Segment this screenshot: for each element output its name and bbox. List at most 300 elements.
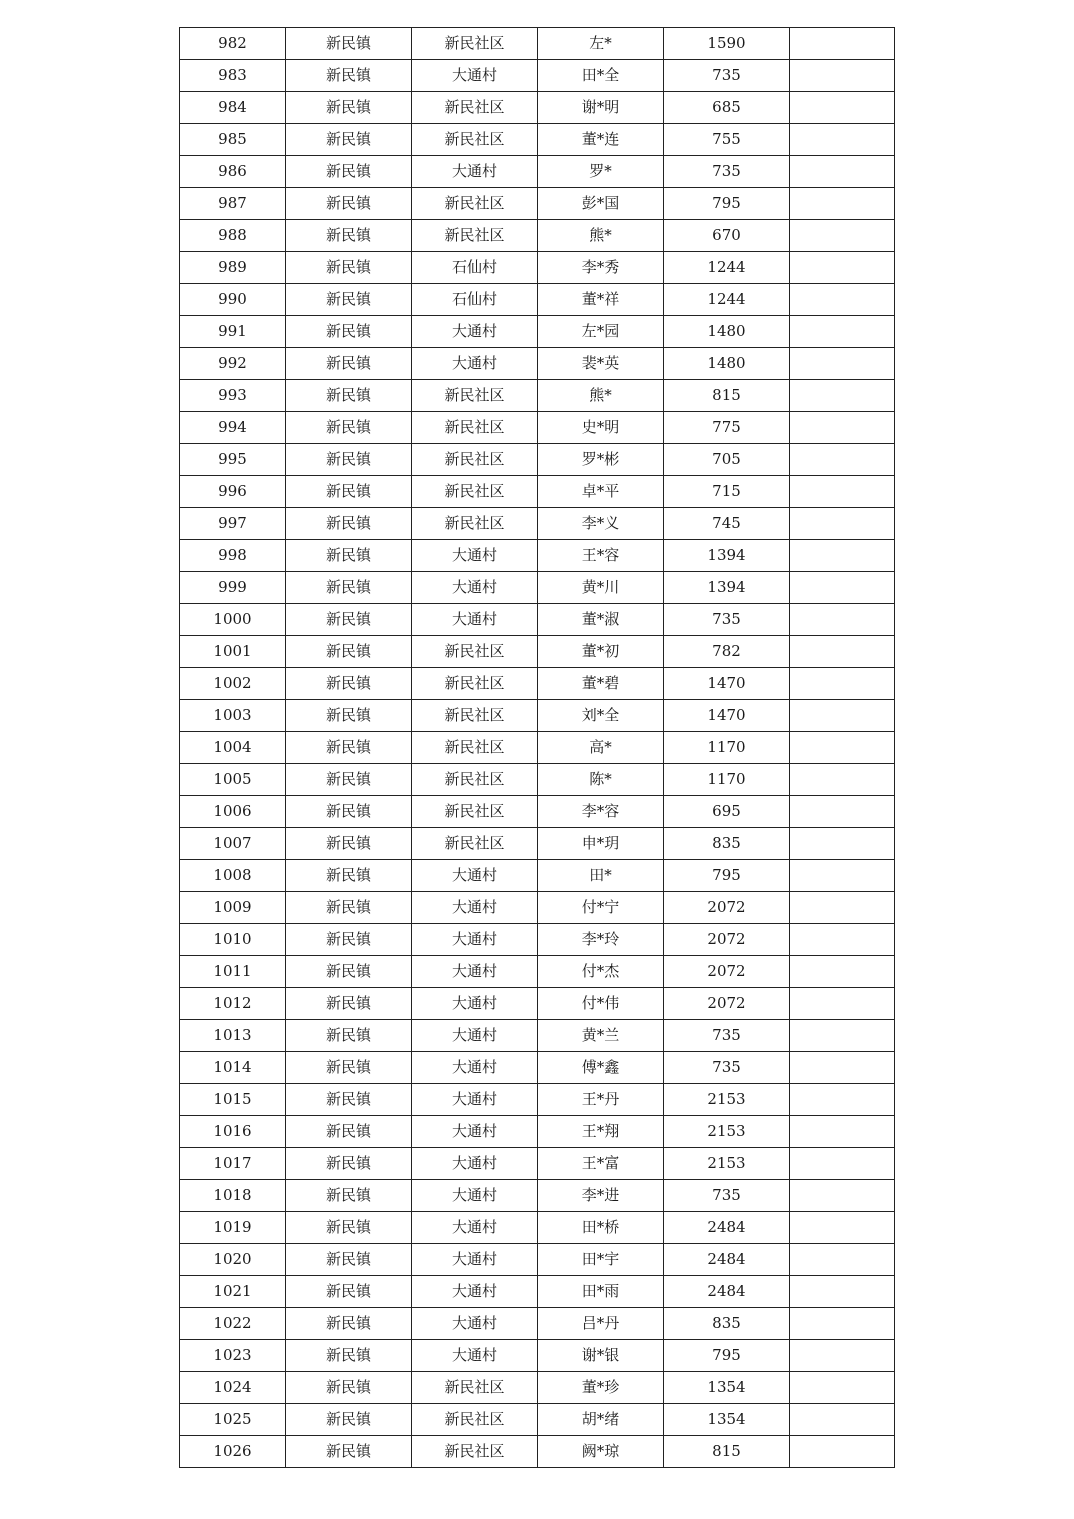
table-row	[180, 604, 895, 636]
note-cell	[790, 956, 895, 988]
village-cell: 大通村	[412, 924, 538, 956]
amount-cell: 835	[664, 828, 790, 860]
table-row	[180, 1116, 895, 1148]
note-cell	[790, 988, 895, 1020]
row-number-cell: 1021	[180, 1276, 286, 1308]
town-cell: 新民镇	[286, 924, 412, 956]
amount-cell: 2484	[664, 1212, 790, 1244]
note-cell	[790, 220, 895, 252]
town-cell: 新民镇	[286, 92, 412, 124]
amount-cell: 795	[664, 188, 790, 220]
name-cell: 董*珍	[538, 1372, 664, 1404]
row-number-cell: 995	[180, 444, 286, 476]
row-number-cell: 998	[180, 540, 286, 572]
table-row	[180, 1244, 895, 1276]
amount-cell: 1244	[664, 252, 790, 284]
note-cell	[790, 1372, 895, 1404]
row-number-cell: 992	[180, 348, 286, 380]
amount-cell: 735	[664, 1180, 790, 1212]
table-row	[180, 732, 895, 764]
table-row	[180, 764, 895, 796]
amount-cell: 1480	[664, 316, 790, 348]
note-cell	[790, 796, 895, 828]
note-cell	[790, 156, 895, 188]
village-cell: 新民社区	[412, 668, 538, 700]
village-cell: 大通村	[412, 1180, 538, 1212]
note-cell	[790, 860, 895, 892]
amount-cell: 735	[664, 1020, 790, 1052]
row-number-cell: 1009	[180, 892, 286, 924]
village-cell: 新民社区	[412, 1436, 538, 1468]
note-cell	[790, 508, 895, 540]
town-cell: 新民镇	[286, 1340, 412, 1372]
row-number-cell: 988	[180, 220, 286, 252]
name-cell: 熊*	[538, 220, 664, 252]
village-cell: 大通村	[412, 156, 538, 188]
town-cell: 新民镇	[286, 572, 412, 604]
village-cell: 大通村	[412, 1212, 538, 1244]
table-row	[180, 956, 895, 988]
town-cell: 新民镇	[286, 636, 412, 668]
town-cell: 新民镇	[286, 444, 412, 476]
note-cell	[790, 1020, 895, 1052]
note-cell	[790, 1052, 895, 1084]
name-cell: 田*桥	[538, 1212, 664, 1244]
row-number-cell: 1026	[180, 1436, 286, 1468]
name-cell: 高*	[538, 732, 664, 764]
amount-cell: 1170	[664, 764, 790, 796]
subsidy-list-table	[179, 27, 895, 1468]
row-number-cell: 1019	[180, 1212, 286, 1244]
note-cell	[790, 1212, 895, 1244]
town-cell: 新民镇	[286, 1180, 412, 1212]
town-cell: 新民镇	[286, 380, 412, 412]
town-cell: 新民镇	[286, 156, 412, 188]
village-cell: 新民社区	[412, 764, 538, 796]
amount-cell: 1354	[664, 1372, 790, 1404]
amount-cell: 2153	[664, 1084, 790, 1116]
village-cell: 石仙村	[412, 284, 538, 316]
amount-cell: 2153	[664, 1148, 790, 1180]
row-number-cell: 1002	[180, 668, 286, 700]
town-cell: 新民镇	[286, 860, 412, 892]
row-number-cell: 986	[180, 156, 286, 188]
row-number-cell: 1024	[180, 1372, 286, 1404]
village-cell: 石仙村	[412, 252, 538, 284]
row-number-cell: 1012	[180, 988, 286, 1020]
village-cell: 新民社区	[412, 124, 538, 156]
amount-cell: 735	[664, 1052, 790, 1084]
table-row	[180, 380, 895, 412]
table-row	[180, 156, 895, 188]
name-cell: 董*连	[538, 124, 664, 156]
row-number-cell: 1008	[180, 860, 286, 892]
table-row	[180, 508, 895, 540]
town-cell: 新民镇	[286, 892, 412, 924]
amount-cell: 2072	[664, 892, 790, 924]
row-number-cell: 1016	[180, 1116, 286, 1148]
name-cell: 彭*国	[538, 188, 664, 220]
note-cell	[790, 412, 895, 444]
town-cell: 新民镇	[286, 732, 412, 764]
name-cell: 王*丹	[538, 1084, 664, 1116]
table-row	[180, 60, 895, 92]
amount-cell: 815	[664, 380, 790, 412]
table-row	[180, 28, 895, 60]
village-cell: 新民社区	[412, 92, 538, 124]
table-row	[180, 348, 895, 380]
name-cell: 申*玥	[538, 828, 664, 860]
name-cell: 谢*明	[538, 92, 664, 124]
amount-cell: 755	[664, 124, 790, 156]
table-row	[180, 316, 895, 348]
row-number-cell: 1000	[180, 604, 286, 636]
village-cell: 大通村	[412, 1276, 538, 1308]
row-number-cell: 1003	[180, 700, 286, 732]
village-cell: 大通村	[412, 604, 538, 636]
name-cell: 黄*川	[538, 572, 664, 604]
note-cell	[790, 316, 895, 348]
table-row	[180, 828, 895, 860]
amount-cell: 2072	[664, 988, 790, 1020]
note-cell	[790, 476, 895, 508]
table-row	[180, 1372, 895, 1404]
row-number-cell: 1014	[180, 1052, 286, 1084]
village-cell: 新民社区	[412, 444, 538, 476]
name-cell: 李*容	[538, 796, 664, 828]
note-cell	[790, 572, 895, 604]
village-cell: 大通村	[412, 1308, 538, 1340]
town-cell: 新民镇	[286, 1372, 412, 1404]
row-number-cell: 987	[180, 188, 286, 220]
amount-cell: 795	[664, 860, 790, 892]
name-cell: 吕*丹	[538, 1308, 664, 1340]
town-cell: 新民镇	[286, 188, 412, 220]
table-row	[180, 796, 895, 828]
amount-cell: 2484	[664, 1276, 790, 1308]
name-cell: 王*翔	[538, 1116, 664, 1148]
row-number-cell: 1017	[180, 1148, 286, 1180]
town-cell: 新民镇	[286, 1148, 412, 1180]
town-cell: 新民镇	[286, 828, 412, 860]
note-cell	[790, 636, 895, 668]
note-cell	[790, 732, 895, 764]
town-cell: 新民镇	[286, 1084, 412, 1116]
note-cell	[790, 252, 895, 284]
amount-cell: 685	[664, 92, 790, 124]
note-cell	[790, 1084, 895, 1116]
name-cell: 王*容	[538, 540, 664, 572]
amount-cell: 745	[664, 508, 790, 540]
village-cell: 新民社区	[412, 1404, 538, 1436]
village-cell: 新民社区	[412, 1372, 538, 1404]
name-cell: 李*义	[538, 508, 664, 540]
table-row	[180, 1308, 895, 1340]
table-row	[180, 188, 895, 220]
note-cell	[790, 924, 895, 956]
name-cell: 董*初	[538, 636, 664, 668]
note-cell	[790, 1180, 895, 1212]
amount-cell: 795	[664, 1340, 790, 1372]
table-body	[180, 28, 895, 1468]
name-cell: 傅*鑫	[538, 1052, 664, 1084]
row-number-cell: 989	[180, 252, 286, 284]
village-cell: 大通村	[412, 1020, 538, 1052]
village-cell: 新民社区	[412, 28, 538, 60]
name-cell: 付*宁	[538, 892, 664, 924]
row-number-cell: 1004	[180, 732, 286, 764]
amount-cell: 1394	[664, 572, 790, 604]
amount-cell: 735	[664, 604, 790, 636]
name-cell: 董*淑	[538, 604, 664, 636]
name-cell: 刘*全	[538, 700, 664, 732]
town-cell: 新民镇	[286, 796, 412, 828]
name-cell: 李*进	[538, 1180, 664, 1212]
note-cell	[790, 1340, 895, 1372]
amount-cell: 2153	[664, 1116, 790, 1148]
amount-cell: 715	[664, 476, 790, 508]
town-cell: 新民镇	[286, 284, 412, 316]
amount-cell: 670	[664, 220, 790, 252]
note-cell	[790, 124, 895, 156]
note-cell	[790, 668, 895, 700]
table-row	[180, 1084, 895, 1116]
row-number-cell: 999	[180, 572, 286, 604]
amount-cell: 815	[664, 1436, 790, 1468]
village-cell: 大通村	[412, 892, 538, 924]
amount-cell: 1354	[664, 1404, 790, 1436]
amount-cell: 835	[664, 1308, 790, 1340]
table-row	[180, 1020, 895, 1052]
note-cell	[790, 60, 895, 92]
name-cell: 胡*绪	[538, 1404, 664, 1436]
village-cell: 大通村	[412, 956, 538, 988]
village-cell: 大通村	[412, 988, 538, 1020]
name-cell: 阙*琼	[538, 1436, 664, 1468]
amount-cell: 775	[664, 412, 790, 444]
village-cell: 大通村	[412, 1116, 538, 1148]
amount-cell: 2484	[664, 1244, 790, 1276]
note-cell	[790, 1308, 895, 1340]
name-cell: 史*明	[538, 412, 664, 444]
amount-cell: 1480	[664, 348, 790, 380]
town-cell: 新民镇	[286, 1436, 412, 1468]
village-cell: 大通村	[412, 1148, 538, 1180]
note-cell	[790, 828, 895, 860]
village-cell: 新民社区	[412, 188, 538, 220]
village-cell: 新民社区	[412, 700, 538, 732]
name-cell: 谢*银	[538, 1340, 664, 1372]
town-cell: 新民镇	[286, 1212, 412, 1244]
note-cell	[790, 1116, 895, 1148]
town-cell: 新民镇	[286, 540, 412, 572]
town-cell: 新民镇	[286, 1020, 412, 1052]
amount-cell: 695	[664, 796, 790, 828]
name-cell: 左*园	[538, 316, 664, 348]
note-cell	[790, 892, 895, 924]
row-number-cell: 1022	[180, 1308, 286, 1340]
table-row	[180, 1148, 895, 1180]
name-cell: 王*富	[538, 1148, 664, 1180]
village-cell: 大通村	[412, 1084, 538, 1116]
row-number-cell: 1011	[180, 956, 286, 988]
note-cell	[790, 540, 895, 572]
town-cell: 新民镇	[286, 28, 412, 60]
village-cell: 大通村	[412, 1340, 538, 1372]
name-cell: 陈*	[538, 764, 664, 796]
note-cell	[790, 1436, 895, 1468]
row-number-cell: 997	[180, 508, 286, 540]
town-cell: 新民镇	[286, 1276, 412, 1308]
village-cell: 大通村	[412, 316, 538, 348]
note-cell	[790, 188, 895, 220]
table-row	[180, 668, 895, 700]
town-cell: 新民镇	[286, 476, 412, 508]
table-row	[180, 1404, 895, 1436]
note-cell	[790, 380, 895, 412]
village-cell: 新民社区	[412, 636, 538, 668]
note-cell	[790, 28, 895, 60]
town-cell: 新民镇	[286, 252, 412, 284]
note-cell	[790, 604, 895, 636]
amount-cell: 1590	[664, 28, 790, 60]
table-row	[180, 1436, 895, 1468]
amount-cell: 2072	[664, 956, 790, 988]
row-number-cell: 1005	[180, 764, 286, 796]
row-number-cell: 996	[180, 476, 286, 508]
amount-cell: 1244	[664, 284, 790, 316]
name-cell: 熊*	[538, 380, 664, 412]
row-number-cell: 1025	[180, 1404, 286, 1436]
town-cell: 新民镇	[286, 668, 412, 700]
table-row	[180, 1276, 895, 1308]
table-row	[180, 1212, 895, 1244]
name-cell: 黄*兰	[538, 1020, 664, 1052]
table-row	[180, 636, 895, 668]
name-cell: 付*伟	[538, 988, 664, 1020]
village-cell: 大通村	[412, 540, 538, 572]
row-number-cell: 1010	[180, 924, 286, 956]
town-cell: 新民镇	[286, 764, 412, 796]
name-cell: 田*全	[538, 60, 664, 92]
village-cell: 新民社区	[412, 828, 538, 860]
name-cell: 付*杰	[538, 956, 664, 988]
row-number-cell: 983	[180, 60, 286, 92]
village-cell: 新民社区	[412, 476, 538, 508]
table-row	[180, 924, 895, 956]
row-number-cell: 1013	[180, 1020, 286, 1052]
table-row	[180, 444, 895, 476]
village-cell: 大通村	[412, 348, 538, 380]
row-number-cell: 1001	[180, 636, 286, 668]
row-number-cell: 993	[180, 380, 286, 412]
village-cell: 新民社区	[412, 412, 538, 444]
table-row	[180, 1340, 895, 1372]
row-number-cell: 1020	[180, 1244, 286, 1276]
amount-cell: 1470	[664, 700, 790, 732]
table-row	[180, 540, 895, 572]
village-cell: 新民社区	[412, 508, 538, 540]
name-cell: 裴*英	[538, 348, 664, 380]
row-number-cell: 1018	[180, 1180, 286, 1212]
amount-cell: 782	[664, 636, 790, 668]
amount-cell: 735	[664, 60, 790, 92]
note-cell	[790, 1148, 895, 1180]
town-cell: 新民镇	[286, 60, 412, 92]
village-cell: 新民社区	[412, 732, 538, 764]
row-number-cell: 1006	[180, 796, 286, 828]
table-row	[180, 1052, 895, 1084]
amount-cell: 1394	[664, 540, 790, 572]
amount-cell: 735	[664, 156, 790, 188]
note-cell	[790, 92, 895, 124]
town-cell: 新民镇	[286, 508, 412, 540]
name-cell: 李*秀	[538, 252, 664, 284]
amount-cell: 705	[664, 444, 790, 476]
name-cell: 罗*	[538, 156, 664, 188]
town-cell: 新民镇	[286, 604, 412, 636]
table-row	[180, 284, 895, 316]
town-cell: 新民镇	[286, 700, 412, 732]
table-row	[180, 412, 895, 444]
note-cell	[790, 1244, 895, 1276]
village-cell: 新民社区	[412, 380, 538, 412]
table-row	[180, 252, 895, 284]
name-cell: 罗*彬	[538, 444, 664, 476]
row-number-cell: 991	[180, 316, 286, 348]
town-cell: 新民镇	[286, 1052, 412, 1084]
row-number-cell: 1007	[180, 828, 286, 860]
village-cell: 新民社区	[412, 220, 538, 252]
table-row	[180, 476, 895, 508]
village-cell: 大通村	[412, 572, 538, 604]
table-row	[180, 892, 895, 924]
table-row	[180, 860, 895, 892]
note-cell	[790, 348, 895, 380]
table-row	[180, 1180, 895, 1212]
table-row	[180, 220, 895, 252]
note-cell	[790, 764, 895, 796]
town-cell: 新民镇	[286, 1244, 412, 1276]
town-cell: 新民镇	[286, 1116, 412, 1148]
table-row	[180, 124, 895, 156]
town-cell: 新民镇	[286, 220, 412, 252]
row-number-cell: 1015	[180, 1084, 286, 1116]
name-cell: 董*祥	[538, 284, 664, 316]
name-cell: 董*碧	[538, 668, 664, 700]
note-cell	[790, 1404, 895, 1436]
village-cell: 大通村	[412, 1052, 538, 1084]
row-number-cell: 1023	[180, 1340, 286, 1372]
name-cell: 田*雨	[538, 1276, 664, 1308]
town-cell: 新民镇	[286, 316, 412, 348]
village-cell: 大通村	[412, 860, 538, 892]
town-cell: 新民镇	[286, 956, 412, 988]
name-cell: 田*	[538, 860, 664, 892]
table-row	[180, 572, 895, 604]
row-number-cell: 982	[180, 28, 286, 60]
note-cell	[790, 1276, 895, 1308]
amount-cell: 2072	[664, 924, 790, 956]
town-cell: 新民镇	[286, 348, 412, 380]
town-cell: 新民镇	[286, 124, 412, 156]
name-cell: 卓*平	[538, 476, 664, 508]
amount-cell: 1470	[664, 668, 790, 700]
town-cell: 新民镇	[286, 1308, 412, 1340]
row-number-cell: 985	[180, 124, 286, 156]
amount-cell: 1170	[664, 732, 790, 764]
note-cell	[790, 444, 895, 476]
